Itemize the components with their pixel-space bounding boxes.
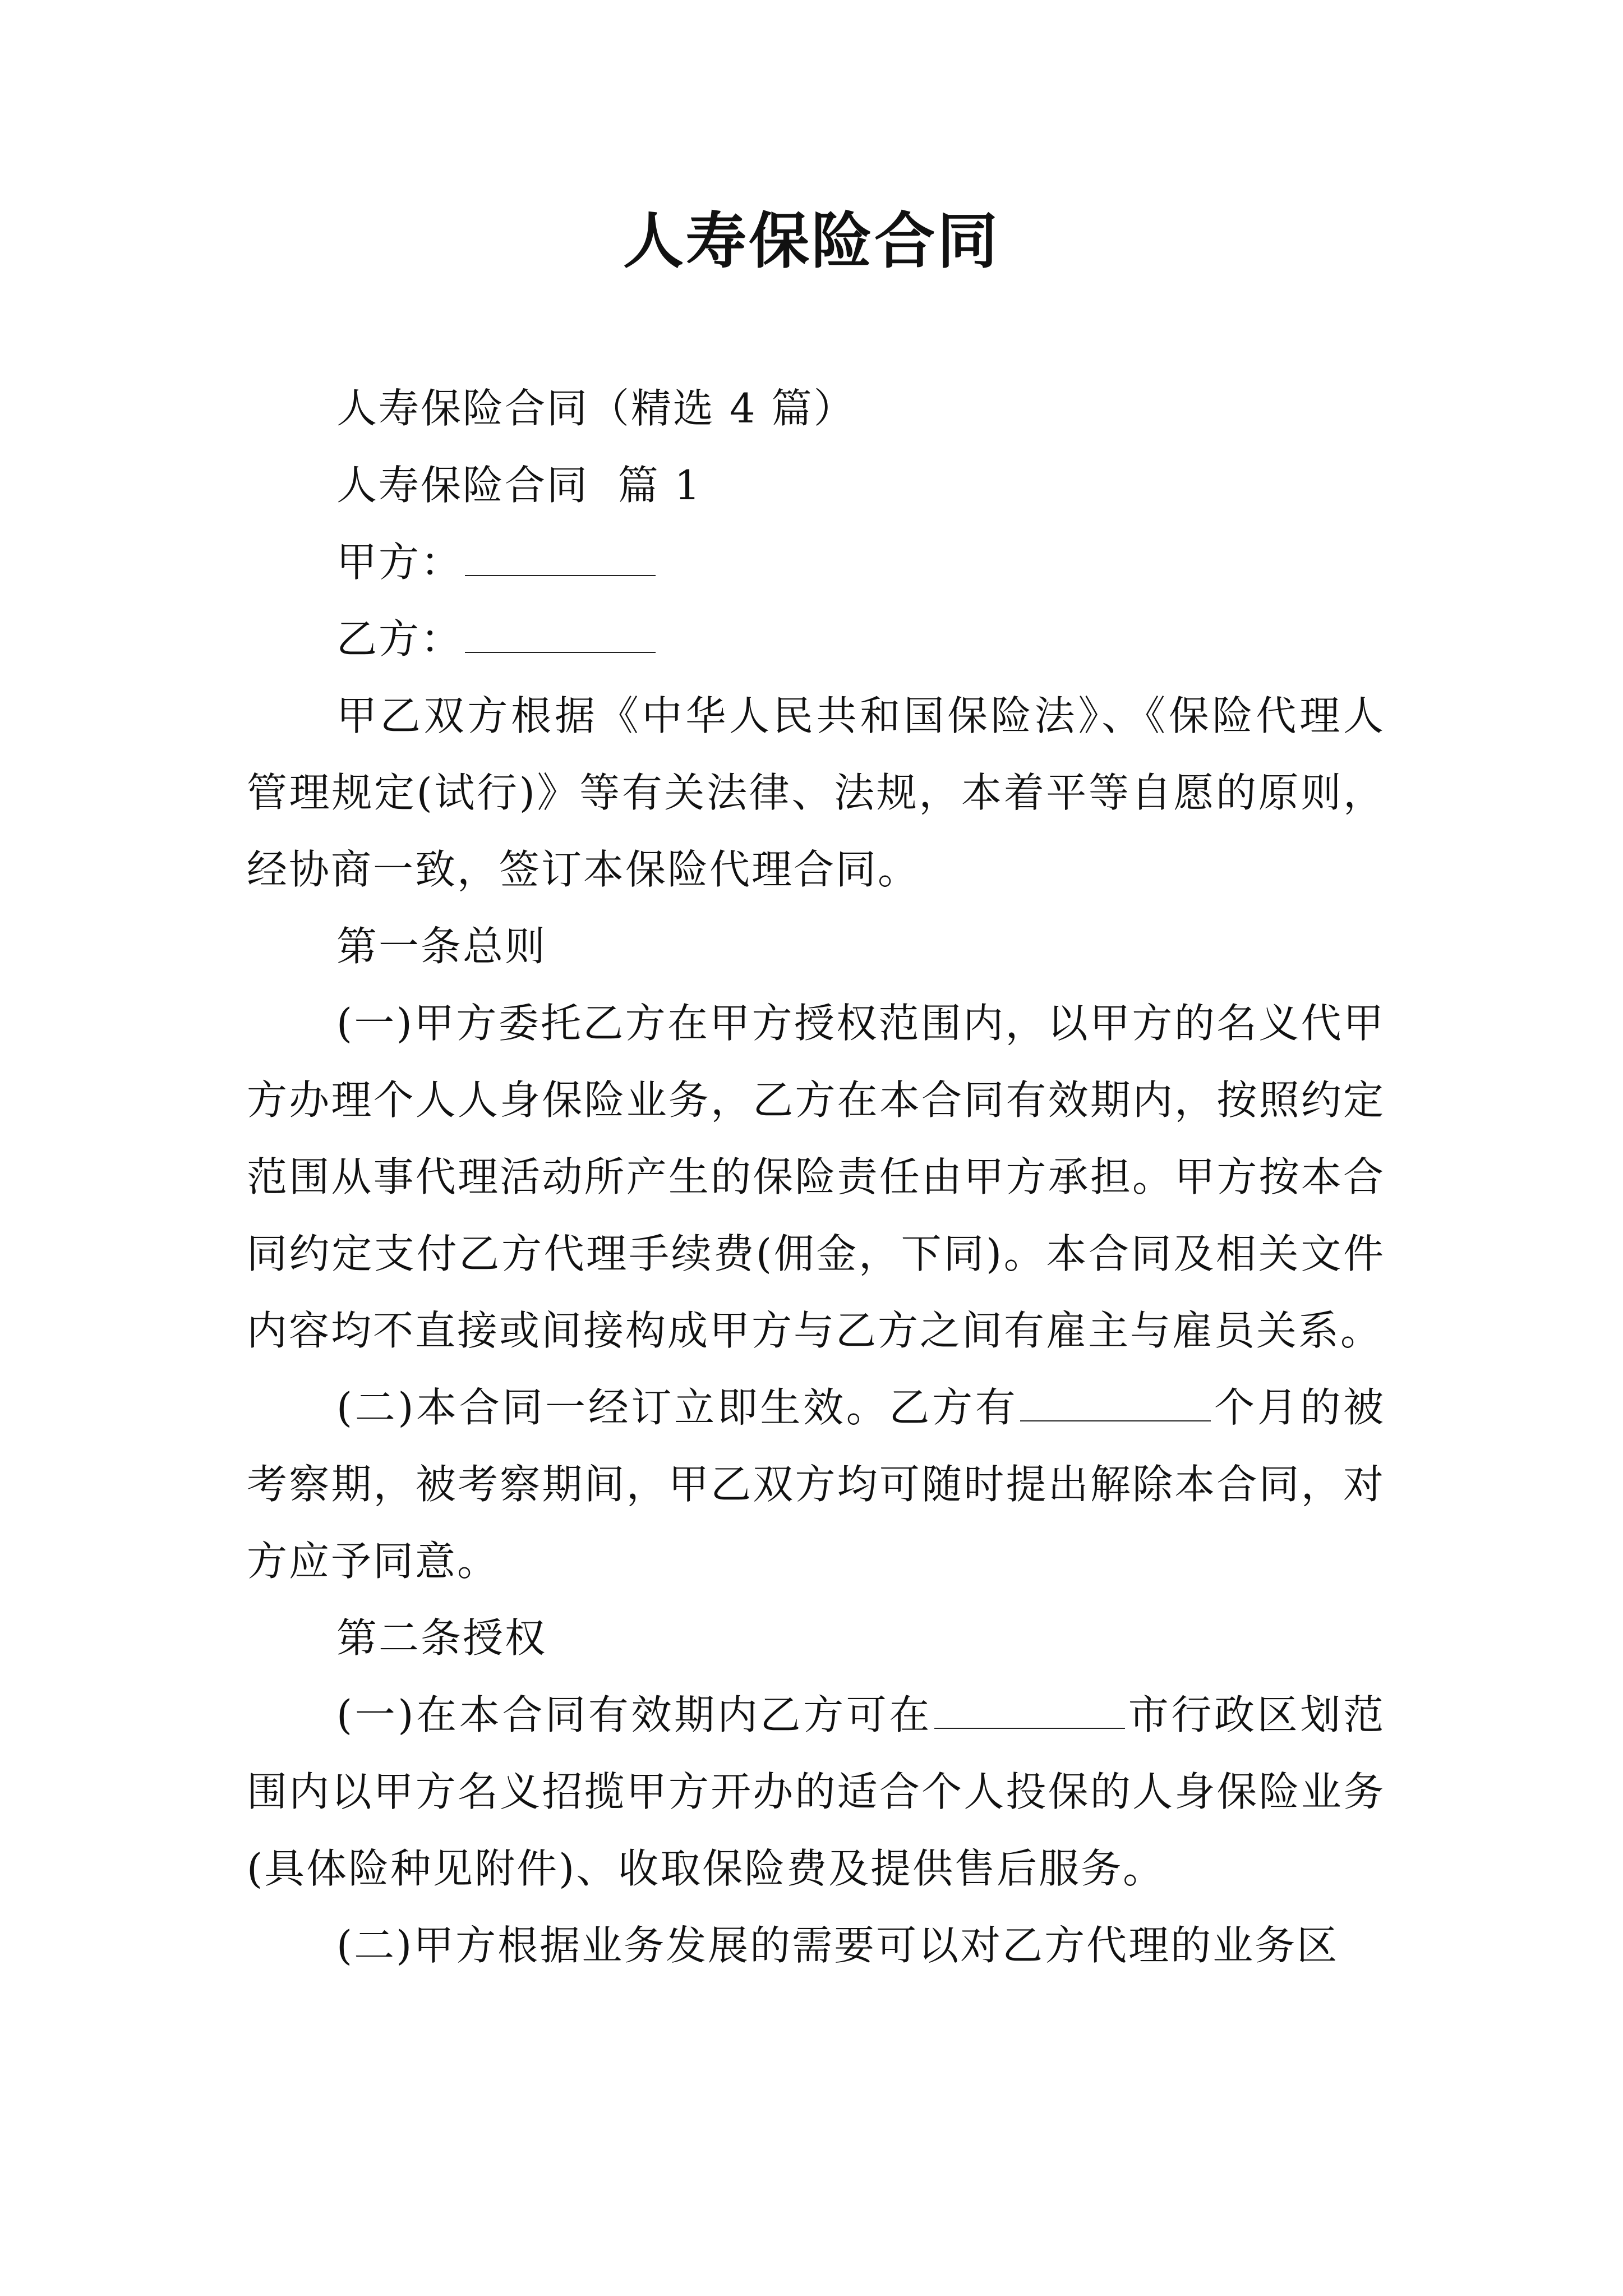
article2-item2: (二)甲方根据业务发展的需要可以对乙方代理的业务区: [336, 1922, 1339, 1969]
article2-item1-text-after: 市行政区划范围内以甲方名义招揽甲方开办的适合个人投保的人身保险业务(具体险种见附件)、收取保险费及提供售后服务。: [247, 1691, 1385, 1892]
subtitle-line: 人寿保险合同（精选 4 篇）: [336, 385, 856, 432]
article2-heading: 第二条授权: [336, 1614, 547, 1662]
party-a-blank: [465, 541, 656, 576]
party-b-label: 乙方：: [336, 615, 463, 662]
party-b-line: [247, 601, 1385, 678]
article1-item2-text-after: 个月的被考察期，被考察期间，甲乙双方均可随时提出解除本合同，对方应予同意。: [247, 1384, 1385, 1585]
article1-heading: 第一条总则: [336, 923, 547, 970]
party-a-label: 甲方：: [336, 539, 463, 586]
party-b-blank: [465, 618, 656, 653]
article2-item1: [247, 1677, 1385, 1907]
party-a-line: [247, 524, 1385, 601]
article1-item2: [247, 1369, 1385, 1600]
intro-paragraph: 甲乙双方根据《中华人民共和国保险法》、《保险代理人管理规定(试行)》等有关法律、法规，本着平等自愿的原则，经协商一致，签订本保险代理合同。: [247, 692, 1385, 893]
probation-months-blank: [1020, 1387, 1211, 1421]
document-title: 人寿保险合同: [623, 206, 1000, 277]
section-heading: 人寿保险合同 篇 1: [336, 462, 702, 509]
city-blank: [934, 1694, 1125, 1729]
document-body: [247, 370, 1385, 1984]
article1-item1: (一)甲方委托乙方在甲方授权范围内，以甲方的名义代甲方办理个人人身保险业务，乙方在本合同有效期内，按照约定范围从事代理活动所产生的保险责任由甲方承担。甲方按本合同约定支付乙方代理手续费(佣金，下同)。本合同及相关文件内容均不直接或间接构成甲方与乙方之间有雇主与雇员关系。: [247, 1000, 1385, 1354]
article1-item2-text-before: (二)本合同一经订立即生效。乙方有: [336, 1384, 1018, 1431]
article2-item1-text-before: (一)在本合同有效期内乙方可在: [336, 1691, 933, 1738]
